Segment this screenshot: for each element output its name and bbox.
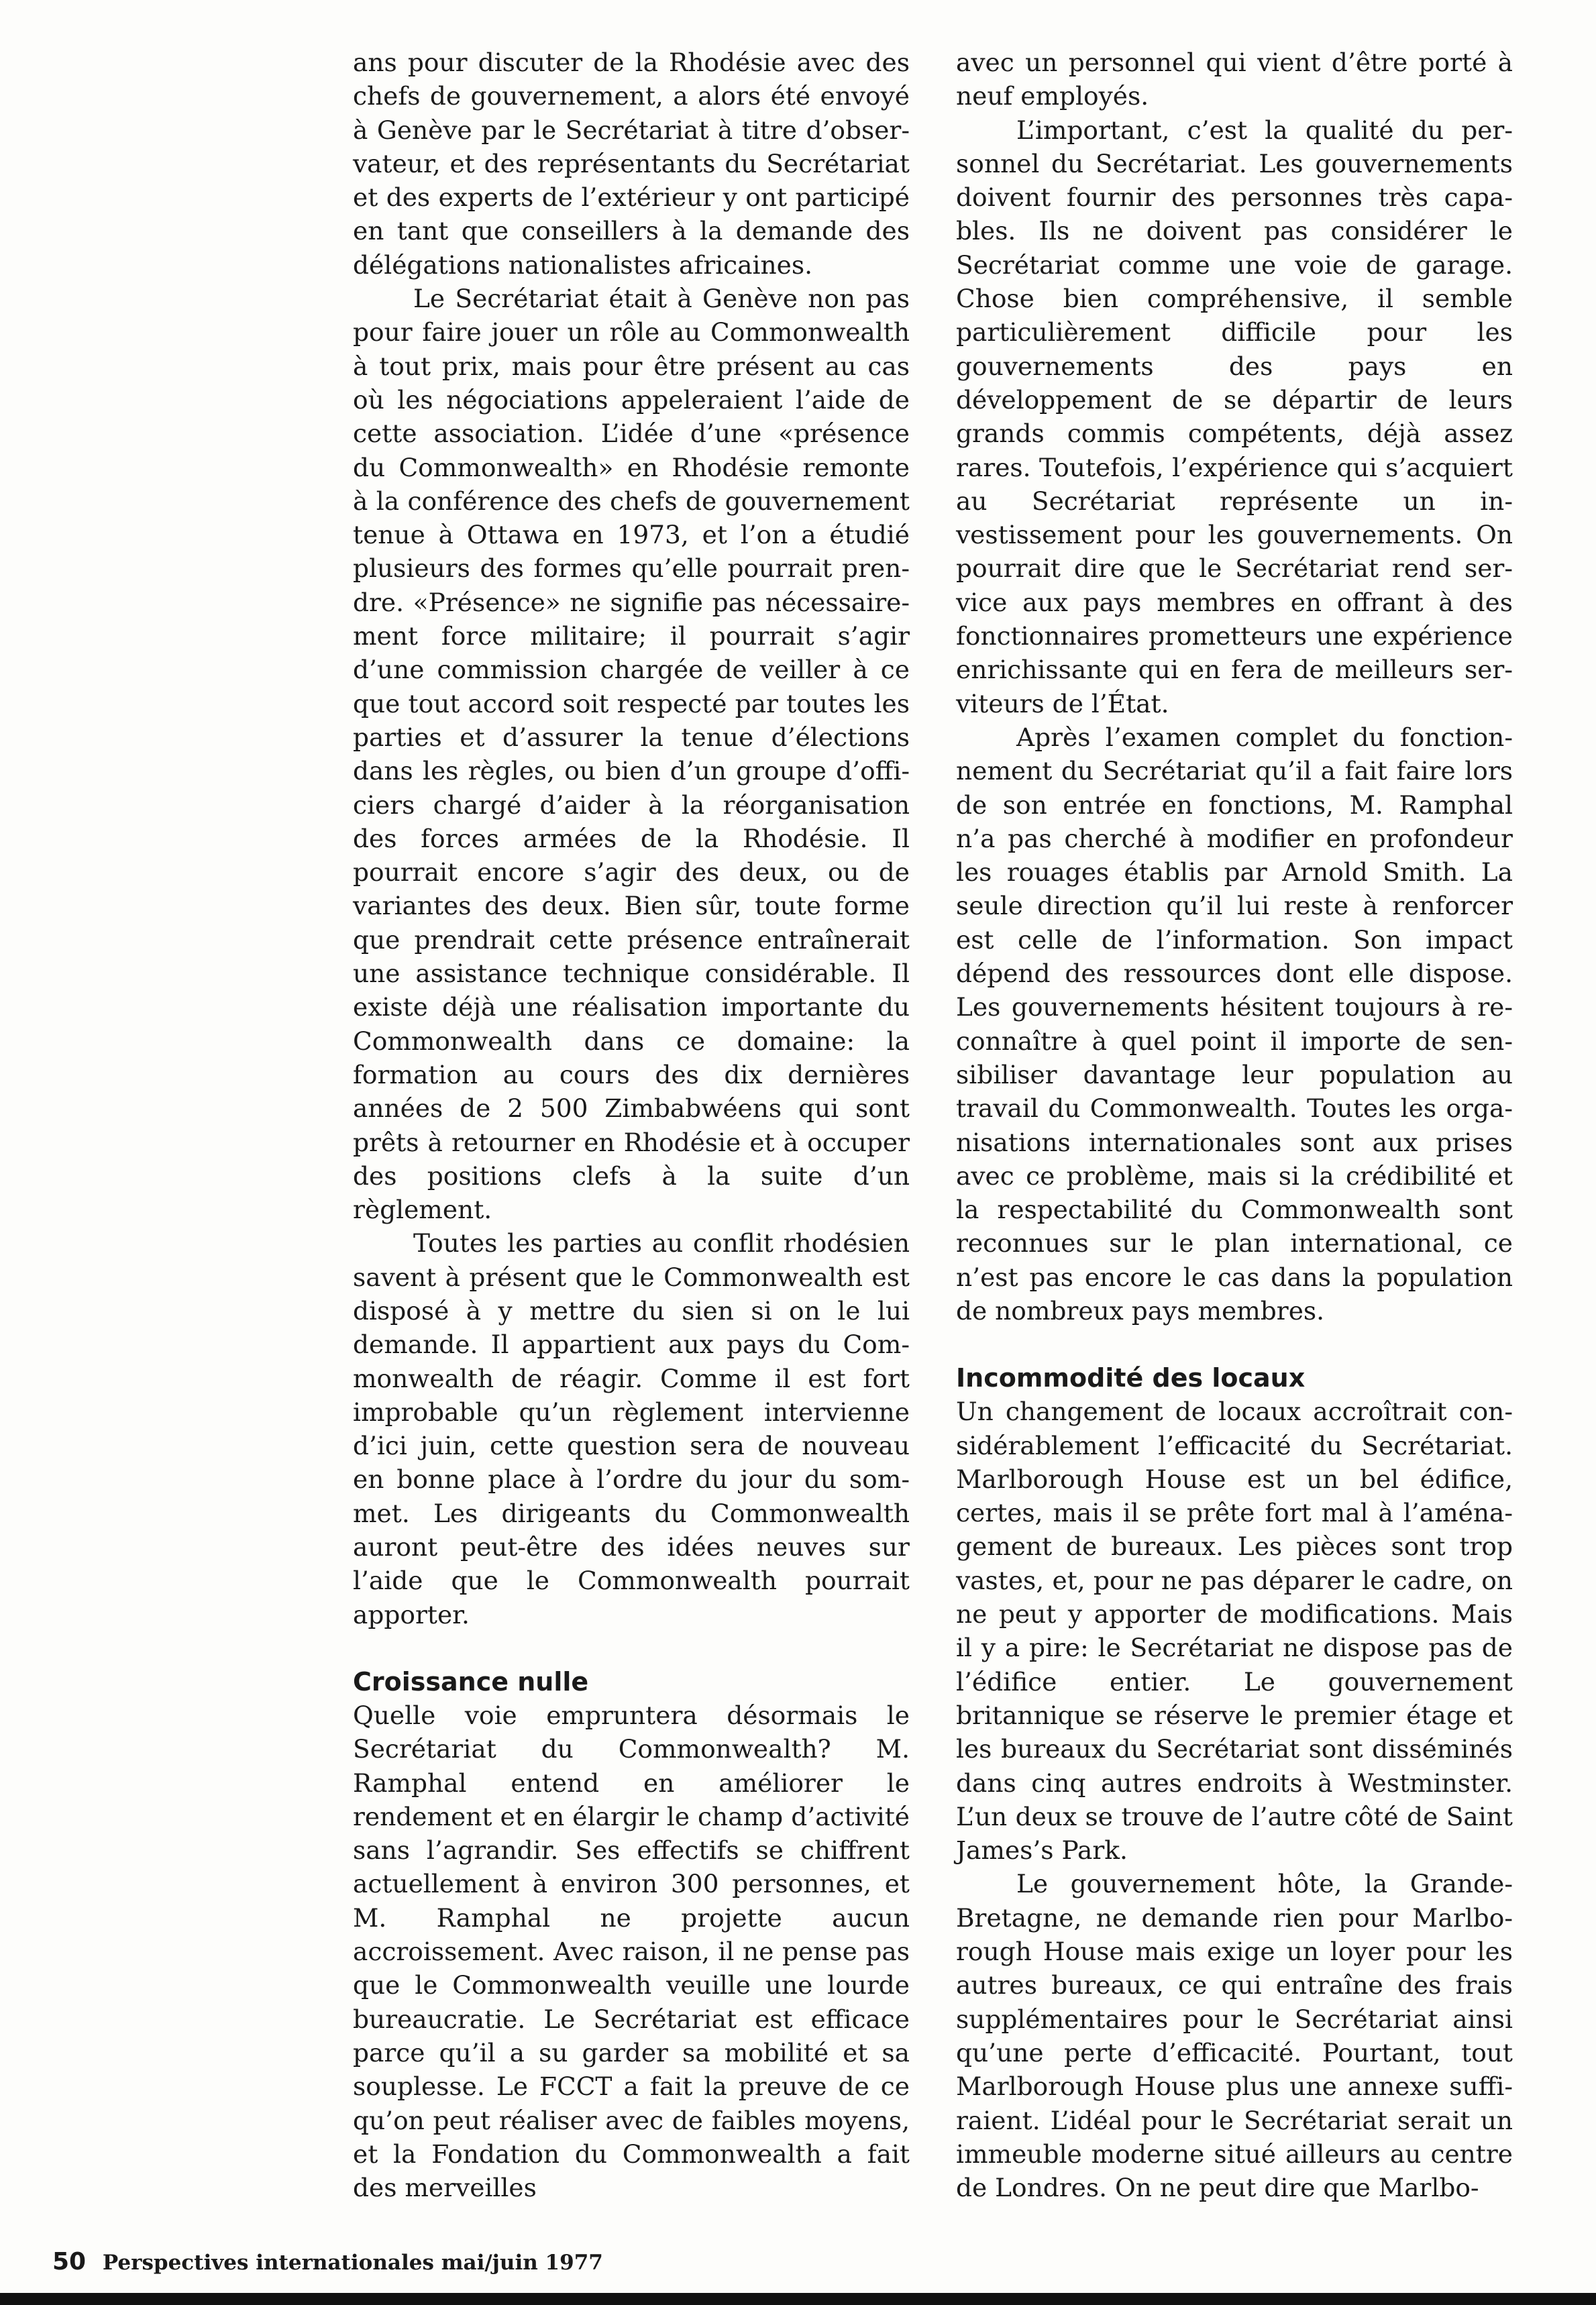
paragraph: ans pour discuter de la Rhodésie avec des chefs de gouvernement, a alors été envoyé à Genève par le Secrétariat à titre d’observateur, et des représentants du Secrétariat et des experts de l’extérieur y ont participé en tant que conseillers à la demande des délégations nationalistes africaines. — [353, 48, 910, 280]
paragraph: Après l’examen complet du fonctionnement du Secrétariat qu’il a fait faire lors de son entrée en fonctions, M. Ramphal n’a pas cherché à modifier en profondeur les rouages établis par Arnold Smith. La seule direction qu’il lui reste à renforcer est celle de l’information. Son impact dépend des ressources dont elle dispose. Les gouvernements hésitent toujours à reconnaître à quel point il importe de sensibiliser davantage leur population au travail du Commonwealth. Toutes les organisations internationales sont aux prises avec ce problème, mais si la crédibilité et la respectabilité du Commonwealth sont reconnues sur le plan international, ce n’est pas encore le cas dans la population de nombreux pays membres. — [956, 722, 1513, 1326]
paragraph: Le Secrétariat était à Genève non pas pour faire jouer un rôle au Commonwealth à tout prix, mais pour être présent au cas où les négociations appeleraient l’aide de cette association. L’idée d’une «présence du Commonwealth» en Rhodésie remonte à la conférence des chefs de gouvernement tenue à Ottawa en 1973, et l’on a étudié plusieurs des formes qu’elle pourrait prendre. «Présence» ne signifie pas nécessairement force militaire; il pourrait s’agir d’une commission chargée de veiller à ce que tout accord soit respecté par toutes les parties et d’assurer la tenue d’élections dans les règles, ou bien d’un groupe d’officiers chargé d’aider à la réorganisation des forces armées de la Rhodésie. Il pourrait encore s’agir des deux, ou de variantes des deux. Bien sûr, toute forme que prendrait cette présence entraînerait une assistance technique considérable. Il existe déjà une réalisation importante du Commonwealth dans ce domaine: la formation au cours des dix dernières années de 2 500 Zimbabwéens qui sont prêts à retourner en Rhodésie et à occuper des positions clefs à la suite d’un règlement. — [353, 284, 910, 1225]
right-text-column — [956, 46, 1513, 2204]
paragraph: Quelle voie empruntera désormais le Secrétariat du Commonwealth? M. Ramphal entend en améliorer le rendement et en élargir le champ d’activité sans l’agrandir. Ses effectifs se chiffrent actuellement à environ 300 personnes, et M. Ramphal ne projette aucun accroissement. Avec raison, il ne pense pas que le Commonwealth veuille une lourde bureaucratie. Le Secrétariat est efficace parce qu’il a su garder sa mobilité et sa souplesse. Le FCCT a fait la preuve de ce qu’on peut réaliser avec de faibles moyens, et la Fondation du Commonwealth a fait des merveilles — [353, 1700, 910, 2203]
section-spacer — [353, 1631, 910, 1665]
page-footer — [52, 2249, 603, 2276]
section-spacer — [956, 1328, 1513, 1361]
page-number: 50 — [52, 2248, 87, 2275]
paragraph: Le gouvernement hôte, la Grande-Bretagne, ne demande rien pour Marlborough House mais exige un loyer pour les autres bureaux, ce qui entraîne des frais supplémentaires pour le Secrétariat ainsi qu’une perte d’efficacité. Pourtant, tout Marlborough House plus une annexe suffiraient. L’idéal pour le Secrétariat serait un immeuble moderne situé ailleurs au centre de Londres. On ne peut dire que Marlbo- — [956, 1869, 1513, 2203]
publication-title: Perspectives internationales mai/juin 1977 — [102, 2251, 603, 2275]
paragraph: avec un personnel qui vient d’être porté à neuf employés. — [956, 48, 1513, 111]
paragraph: L’important, c’est la qualité du personnel du Secrétariat. Les gouvernements doivent fournir des personnes très capables. Ils ne doivent pas considérer le Secrétariat comme une voie de garage. Chose bien compréhensive, il semble particulièrement difficile pour les gouvernements des pays en développement de se départir de leurs grands commis compétents, déjà assez rares. Toutefois, l’expérience qui s’acquiert au Secrétariat représente un investissement pour les gouvernements. On pourrait dire que le Secrétariat rend service aux pays membres en offrant à des fonctionnaires prometteurs une expérience enrichissante qui en fera de meilleurs serviteurs de l’État. — [956, 115, 1513, 718]
paragraph: Un changement de locaux accroîtrait considérablement l’efficacité du Secrétariat. Marlborough House est un bel édifice, certes, mais il se prête fort mal à l’aménagement de bureaux. Les pièces sont trop vastes, et, pour ne pas déparer le cadre, on ne peut y apporter de modifications. Mais il y a pire: le Secrétariat ne dispose pas de l’édifice entier. Le gouvernement britannique se réserve le premier étage et les bureaux du Secrétariat sont disséminés dans cinq autres endroits à Westminster. L’un deux se trouve de l’autre côté de Saint James’s Park. — [956, 1397, 1513, 1866]
section-heading-croissance-nulle: Croissance nulle — [353, 1666, 589, 1697]
left-text-column — [353, 46, 910, 2204]
bottom-edge-bar — [0, 2293, 1596, 2305]
section-heading-incommodite-des-locaux: Incommodité des locaux — [956, 1363, 1306, 1393]
paragraph: Toutes les parties au conflit rhodésien savent à présent que le Commonwealth est disposé à y mettre du sien si on le lui demande. Il appartient aux pays du Commonwealth de réagir. Comme il est fort improbable qu’un règlement intervienne d’ici juin, cette question sera de nouveau en bonne place à l’ordre du jour du sommet. Les dirigeants du Commonwealth auront peut-être des idées neuves sur l’aide que le Commonwealth pourrait apporter. — [353, 1228, 910, 1629]
